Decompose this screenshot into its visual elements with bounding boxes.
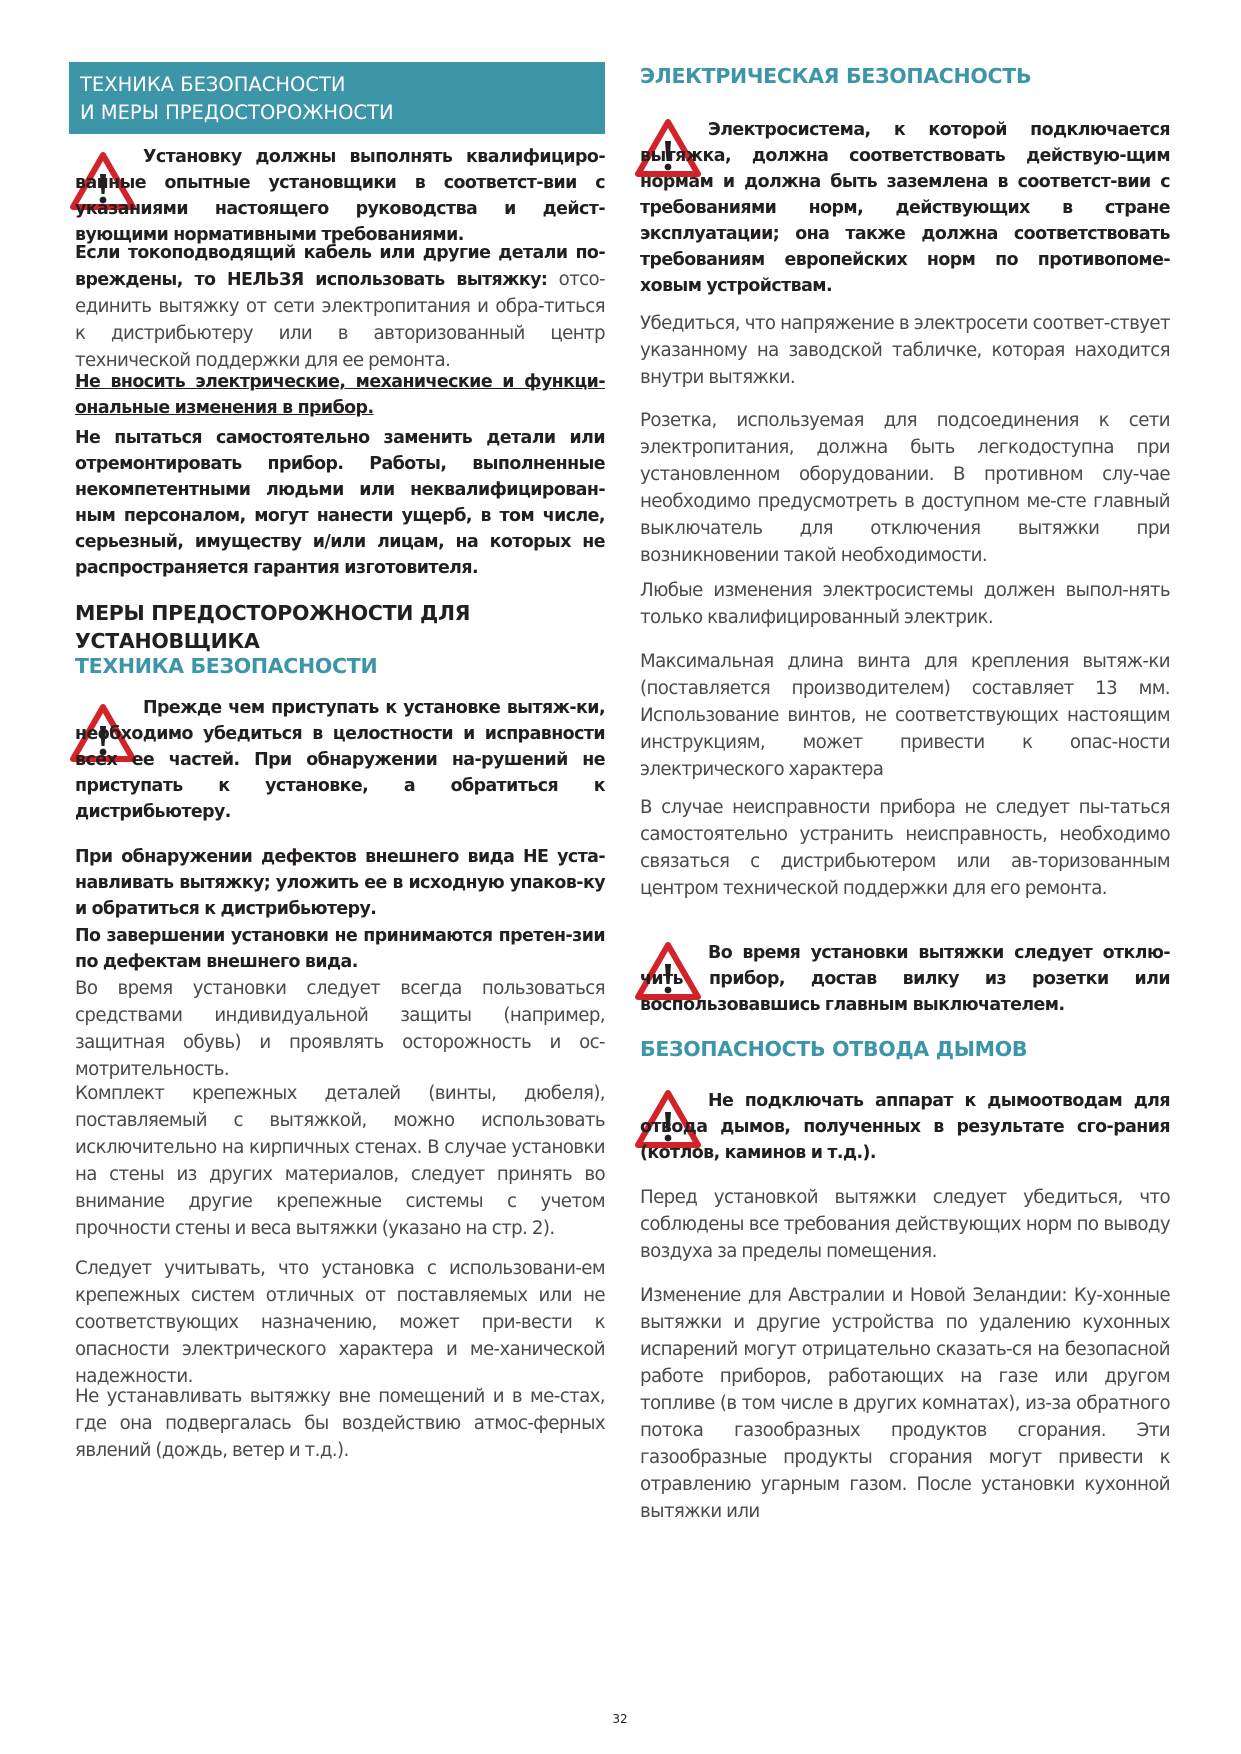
section-banner [69,62,605,134]
banner-line-1: ТЕХНИКА БЕЗОПАСНОСТИ [80,73,346,96]
electrical-safety-heading: ЭЛЕКТРИЧЕСКАЯ БЕЗОПАСНОСТЬ [640,64,1032,88]
page-number: 32 [612,1712,628,1726]
damaged-cable-text: отсо-единить вытяжку от сети электропитания и обра-титься к дистрибьютеру или в авторизованный центр технической поддержки для ее ремонта. [75,269,605,371]
fumes-safety-heading: БЕЗОПАСНОСТЬ ОТВОДА ДЫМОВ [640,1037,1028,1061]
screw-length-text: Максимальная длина винта для крепления вытяж-ки (поставляется производителем) составляет 13 мм. Использование винтов, не соответствующих настоящим инструкциям, может привести к опас-ности электрического характера [640,651,1170,780]
warning-check-parts: Прежде чем приступать к установке вытяж-ки, необходимо убедиться в целостности и исправности всех ее частей. При обнаружении на-рушений не приступать к установке, а обратиться к дистрибьютеру. [75,698,605,822]
socket-text: Розетка, используемая для подсоединения к сети электропитания, должна быть легкодоступна при установленном оборудовании. В противном слу-чае необходимо предусмотреть в доступном ме-сте главный выключатель для отключения вытяжки при возникновении такой необходимости. [640,410,1170,566]
visual-defects-text: При обнаружении дефектов внешнего вида НЕ уста-навливать вытяжку; уложить ее в исходную упаков-ку и обратиться к дистрибьютеру. [75,847,605,919]
damaged-cable-paragraph [75,240,605,374]
installer-precautions-heading: МЕРЫ ПРЕДОСТОРОЖНОСТИ ДЛЯ УСТАНОВЩИКА [75,601,471,653]
electrician-text: Любые изменения электросистемы должен выпол-нять только квалифицированный электрик. [640,580,1170,628]
warning-electrical-system: Электросистема, к которой подключается вытяжка, должна соответствовать действую-щим нормам и должна быть заземлена в соответст-вии с требованиями норм, действующих в стране эксплуатации; она также должна соответствовать требованиям европейских норм по противопоме-ховым устройствам. [640,120,1170,296]
air-outlet-text: Перед установкой вытяжки следует убедиться, что соблюдены все требования действующих норм по выводу воздуха за пределы помещения. [640,1187,1170,1262]
no-modifications-text: Не вносить электрические, механические и функци-ональные изменения в прибор. [75,372,605,418]
outdoors-text: Не устанавливать вытяжку вне помещений и в ме-стах, где она подвергалась бы воздействию атмос-ферных явлений (дождь, ветер и т.д.). [75,1386,605,1461]
damaged-cable-bold: Если токоподводящий кабель или другие детали по-вреждены, то НЕЛЬЗЯ использовать вытяжку: [75,243,605,290]
safety-heading: ТЕХНИКА БЕЗОПАСНОСТИ [75,654,378,678]
no-claims-text: По завершении установки не принимаются претен-зии по дефектам внешнего вида. [75,926,605,972]
voltage-text: Убедиться, что напряжение в электросети соответ-ствует указанному на заводской табличке, которая находится внутри вытяжки. [640,313,1170,388]
malfunction-text: В случае неисправности прибора не следует пы-таться самостоятельно устранить неисправность, необходимо связаться с дистрибьютером или ав-торизованным центром технической поддержки для его ремонта. [640,797,1170,899]
banner-line-2: И МЕРЫ ПРЕДОСТОРОЖНОСТИ [80,101,394,124]
warning-installation: Установку должны выполнять квалифициро-ванные опытные установщики в соответст-вии с указаниями настоящего руководства и дейст-вующими нормативными требованиями. [75,147,605,245]
australia-nz-text: Изменение для Австралии и Новой Зеландии: Ку-хонные вытяжки и другие устройства по удалению кухонных испарений могут отрицательно сказать-ся на безопасной работе приборов, работающих на газе или другом топливе (в том числе в других комнатах), из-за обратного потока газообразных продуктов сгорания. Эти газообразные продукты сгорания могут привести к отравлению угарным газом. После установки кухонной вытяжки или [640,1285,1170,1522]
protection-text: Во время установки следует всегда пользоваться средствами индивидуальной защиты (например, защитная обувь) и проявлять осторожность и ос-мотрительность. [75,978,605,1080]
warning-flue: Не подключать аппарат к дымоотводам для отвода дымов, полученных в результате сго-рания (котлов, каминов и т.д.). [640,1091,1170,1163]
fasteners-text: Комплект крепежных деталей (винты, дюбеля), поставляемый с вытяжкой, можно использовать исключительно на кирпичных стенах. В случае установки на стены из других материалов, следует принять во внимание другие крепежные системы с учетом прочности стены и веса вытяжки (указано на стр. 2). [75,1083,605,1239]
other-fasteners-text: Следует учитывать, что установка с использовани-ем крепежных систем отличных от поставляемых или не соответствующих назначению, может при-вести к опасности электрического характера и ме-ханической надежности. [75,1258,605,1387]
warning-disconnect: Во время установки вытяжки следует отклю-чить прибор, достав вилку из розетки или воспользовавшись главным выключателем. [640,943,1170,1015]
no-self-repair-text: Не пытаться самостоятельно заменить детали или отремонтировать прибор. Работы, выполненные некомпетентными людьми или неквалифицирован-ным персоналом, могут нанести ущерб, в том числе, серьезный, имуществу и/или лицам, на которых не распространяется гарантия изготовителя. [75,428,605,578]
